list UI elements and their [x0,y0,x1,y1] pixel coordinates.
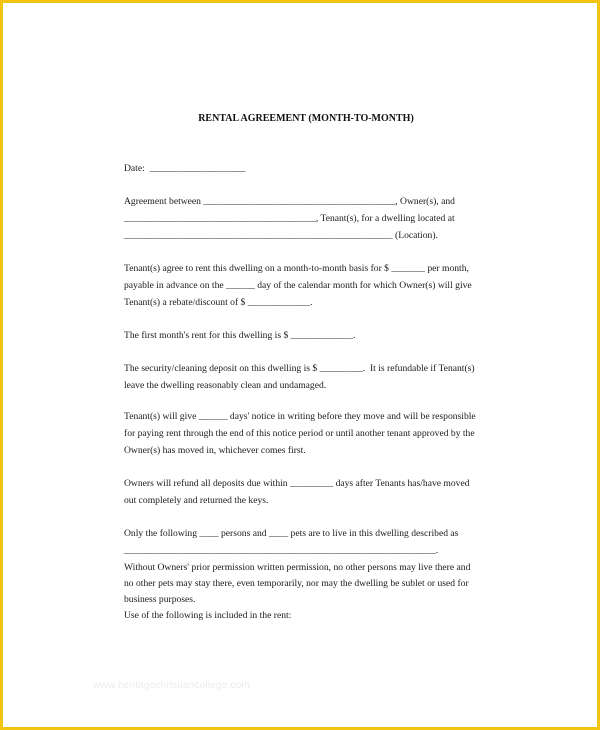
rent-line-1: Tenant(s) agree to rent this dwelling on a month-to-month basis for $ _______ per month, [124,263,469,274]
permission-line-3: business purposes. [124,594,196,605]
notice-line-2: for paying rent through the end of this notice period or until another tenant approved by the [124,428,475,439]
occupants-line-1: Only the following ____ persons and ____ pets are to live in this dwelling described as [124,528,459,539]
watermark-text: www.heritagechristiancollege.com [93,680,251,691]
agreement-line-2: ________________________________________, Tenant(s), for a dwelling located at [124,213,455,224]
deposit-line-1: The security/cleaning deposit on this dwelling is $ _________. It is refundable if Tenant(s) [124,363,475,374]
date-line: Date: ____________________ [124,163,246,174]
permission-line-1: Without Owners' prior permission written permission, no other persons may live there and [124,562,471,573]
agreement-line-3: ________________________________________________________ (Location). [124,230,438,241]
rent-line-3: Tenant(s) a rebate/discount of $ _____________. [124,297,313,308]
agreement-line-1: Agreement between ________________________________________, Owner(s), and [124,196,455,207]
permission-line-2: no other pets may stay there, even temporarily, nor may the dwelling be sublet or used for [124,578,469,589]
refund-line-1: Owners will refund all deposits due within _________ days after Tenants has/have moved [124,478,470,489]
document-title: RENTAL AGREEMENT (MONTH-TO-MONTH) [198,113,414,124]
rent-line-2: payable in advance on the ______ day of the calendar month for which Owner(s) will give [124,280,472,291]
occupants-line-2: _________________________________________________________________. [124,545,439,556]
refund-line-2: out completely and returned the keys. [124,495,269,506]
deposit-line-2: leave the dwelling reasonably clean and undamaged. [124,380,327,391]
notice-line-3: Owner(s) has moved in, whichever comes first. [124,445,306,456]
first-month-line: The first month's rent for this dwelling is $ _____________. [124,330,356,341]
notice-line-1: Tenant(s) will give ______ days' notice in writing before they move and will be responsible [124,411,476,422]
included-line: Use of the following is included in the rent: [124,610,292,621]
